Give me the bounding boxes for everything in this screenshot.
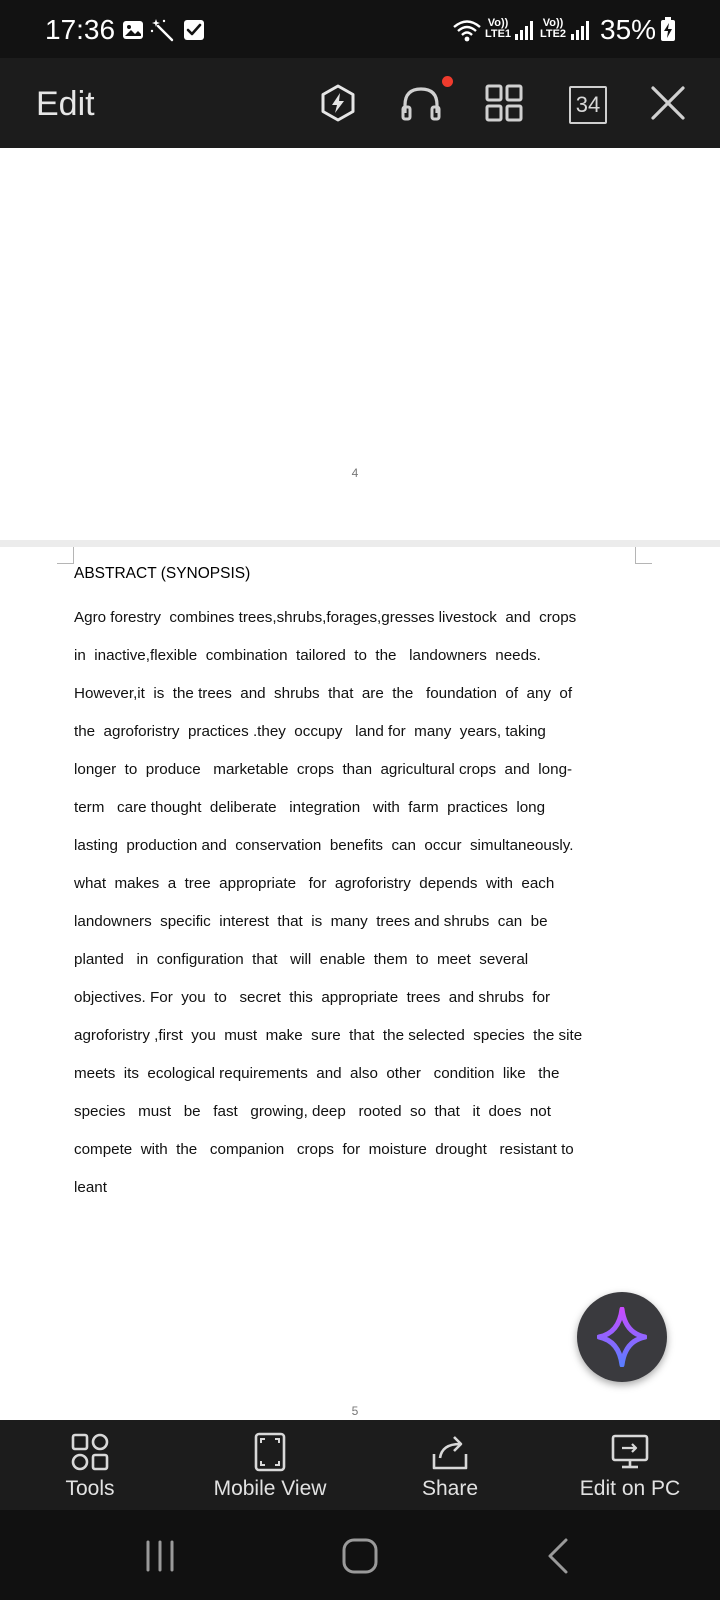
text-line[interactable]: what makes a tree appropriate for agroforistry depends with each (74, 875, 555, 892)
home-icon[interactable] (336, 1532, 384, 1580)
text-line[interactable]: lasting production and conservation benefits can occur simultaneously. (74, 837, 574, 854)
system-nav-bar (0, 1510, 720, 1600)
ai-assistant-button[interactable] (577, 1292, 667, 1382)
checkbox-icon (182, 18, 206, 42)
share-label: Share (421, 1477, 479, 1500)
text-line[interactable]: agroforistry ,first you must make sure that the selected species the site (74, 1027, 583, 1044)
share-button[interactable] (360, 1420, 540, 1510)
tools-button[interactable] (0, 1420, 180, 1510)
share-icon (430, 1432, 470, 1472)
document-viewer[interactable] (0, 148, 720, 1420)
text-line[interactable]: Agro forestry combines trees,shrubs,forages,gresses livestock and crops (74, 609, 577, 626)
magic-wand-icon (150, 18, 174, 42)
document-body[interactable] (74, 599, 644, 1207)
text-line[interactable]: However,it is the trees and shrubs that are the foundation of any of (74, 685, 573, 702)
sim2-label: Vo)) LTE2 (539, 17, 567, 40)
notification-dot (442, 76, 453, 87)
text-line[interactable]: compete with the companion crops for moisture drought resistant to (74, 1141, 574, 1158)
document-heading[interactable]: ABSTRACT (SYNOPSIS) (74, 565, 251, 582)
text-line[interactable]: leant (74, 1179, 107, 1196)
wifi-icon (452, 18, 482, 44)
document-page-5[interactable] (0, 547, 720, 1420)
grid-icon (484, 83, 524, 123)
crop-mark (57, 547, 74, 564)
battery-charging-icon (660, 16, 676, 42)
tools-icon (70, 1432, 110, 1472)
text-line[interactable]: the agroforistry practices .they occupy land for many years, taking (74, 723, 546, 740)
text-line[interactable]: term care thought deliberate integration with farm practices long (74, 799, 546, 816)
text-line[interactable]: objectives. For you to secret this appropriate trees and shrubs for (74, 989, 551, 1006)
back-icon[interactable] (536, 1532, 584, 1580)
gallery-icon (121, 18, 145, 42)
close-icon (649, 84, 687, 122)
boost-button[interactable] (311, 76, 365, 130)
page-count-button[interactable]: 34 (569, 86, 607, 124)
recents-icon[interactable] (136, 1532, 184, 1580)
page-number: 5 (351, 1404, 359, 1418)
text-line[interactable]: species must be fast growing, deep rooted so that it does not (74, 1103, 551, 1120)
lightning-icon (318, 83, 358, 123)
edit-on-pc-button[interactable] (540, 1420, 720, 1510)
text-line[interactable]: in inactive,flexible combination tailored to the landowners needs. (74, 647, 541, 664)
document-page-4 (0, 148, 720, 540)
status-time: 17:36 (45, 14, 116, 45)
text-line[interactable]: meets its ecological requirements and also other condition like the (74, 1065, 560, 1082)
text-line[interactable]: longer to produce marketable crops than agricultural crops and long- (74, 761, 573, 778)
signal-icon-2 (570, 18, 592, 42)
sim1-label: Vo)) LTE1 (484, 17, 512, 40)
close-button[interactable] (641, 76, 695, 130)
page-number: 4 (351, 466, 359, 480)
mobile-view-label: Mobile View (213, 1477, 327, 1500)
crop-mark (635, 547, 652, 564)
text-line[interactable]: planted in configuration that will enable them to meet several (74, 951, 529, 968)
mobile-view-icon (250, 1432, 290, 1472)
tools-label: Tools (65, 1477, 115, 1500)
app-toolbar (0, 58, 720, 148)
signal-icon (514, 18, 536, 42)
status-bar (0, 0, 720, 58)
text-line[interactable]: landowners specific interest that is many trees and shrubs can be (74, 913, 548, 930)
edit-on-pc-icon (610, 1432, 650, 1472)
ai-sparkle-icon (597, 1307, 647, 1367)
battery-percent: 35% (600, 14, 657, 45)
grid-view-button[interactable] (477, 76, 531, 130)
mobile-view-button[interactable] (180, 1420, 360, 1510)
listen-button[interactable] (394, 76, 448, 130)
page-title: Edit (36, 85, 95, 123)
headphones-icon (400, 83, 442, 123)
bottom-toolbar (0, 1420, 720, 1510)
edit-on-pc-label: Edit on PC (579, 1477, 681, 1500)
